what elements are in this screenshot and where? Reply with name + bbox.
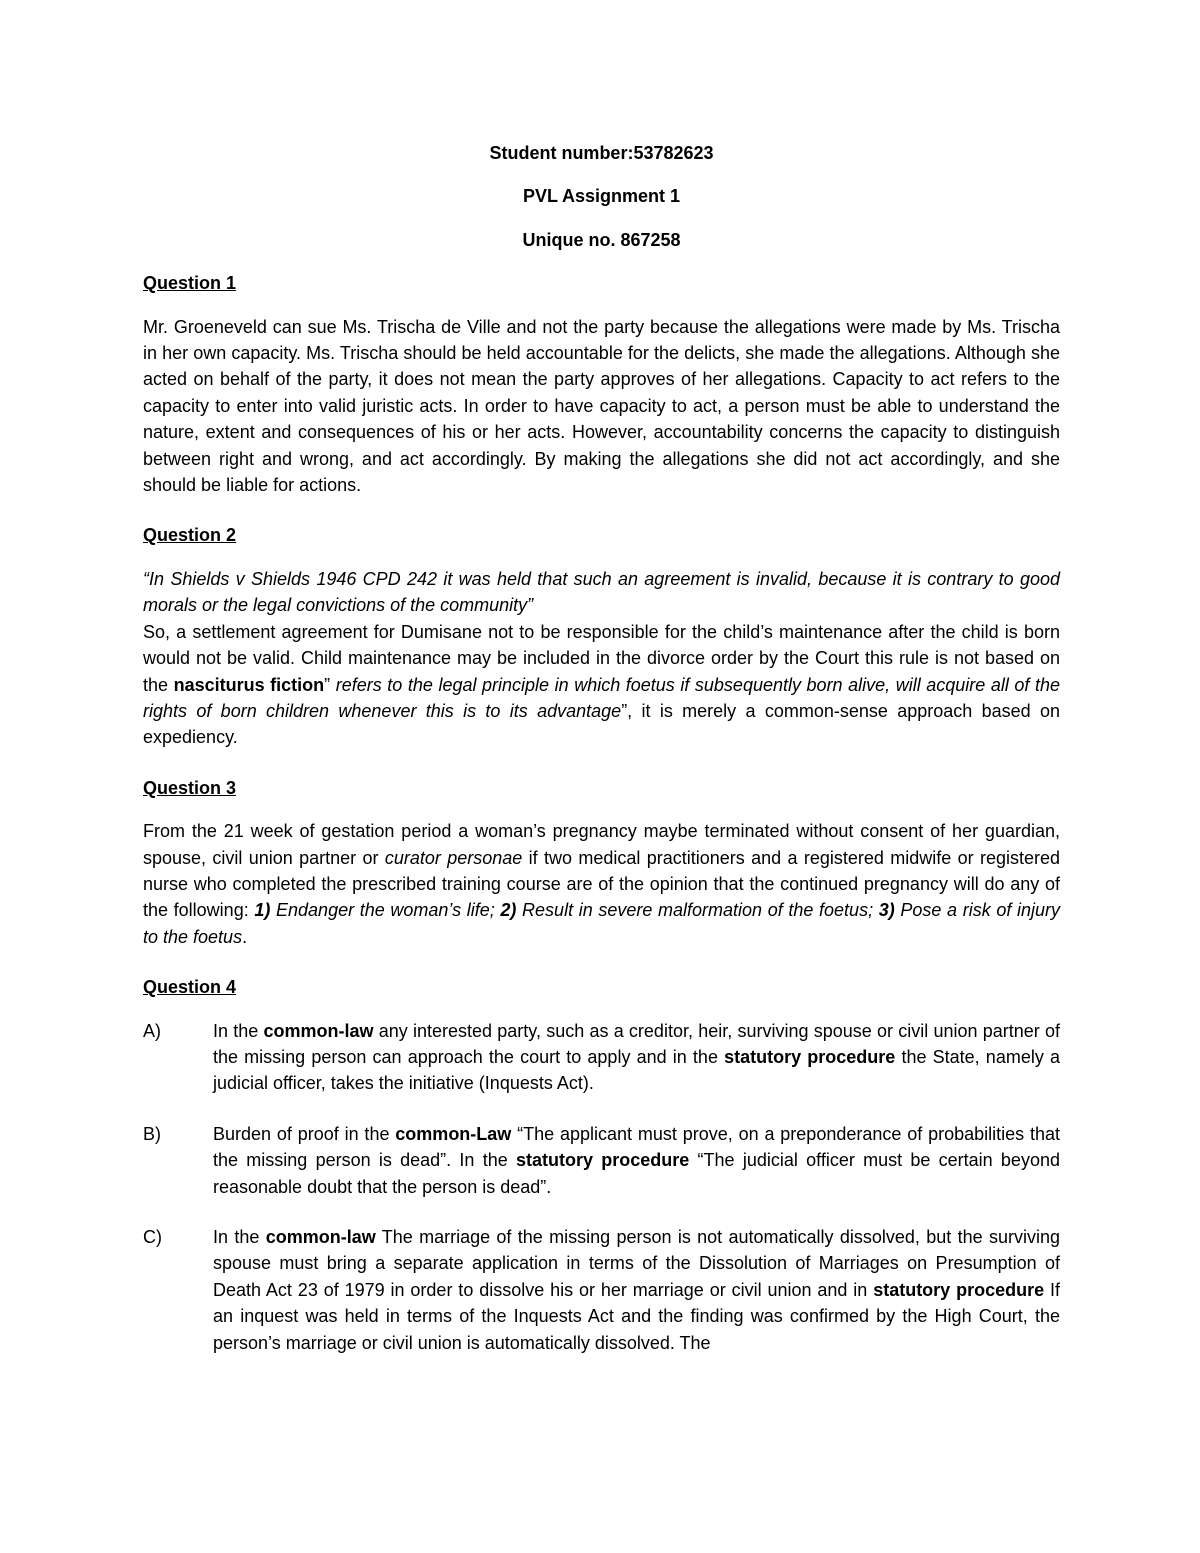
question-1-heading: Question 1 bbox=[143, 273, 237, 294]
curator-personae: curator personae bbox=[384, 847, 523, 868]
q3-num-1: 1) bbox=[254, 900, 271, 921]
q4a-text-3: the State, namely a judicial officer, takes the initiative (Inquests Act). bbox=[213, 1046, 1060, 1094]
document-page bbox=[143, 140, 1060, 1380]
q4a-text-1: In the bbox=[213, 1020, 264, 1041]
q2-text-3: ”, it is merely a common-sense approach based on expediency. bbox=[143, 700, 1060, 748]
q3-num-3: 3) bbox=[878, 900, 895, 921]
question-3-body bbox=[143, 818, 1060, 950]
q4a-common-law: common-law bbox=[263, 1020, 374, 1041]
list-marker-a: A) bbox=[143, 1020, 161, 1041]
q4c-text-3: If an inquest was held in terms of the Inquests Act and the finding was confirmed by the High Court, the person’s marriage or civil union is automatically dissolved. The bbox=[213, 1279, 1060, 1353]
unique-number: Unique no. 867258 bbox=[522, 229, 681, 250]
q3-end: . bbox=[242, 926, 248, 947]
q2-text-2: ” bbox=[324, 674, 336, 695]
shields-quote: “In Shields v Shields 1946 CPD 242 it was held that such an agreement is invalid, because it is contrary to good morals or the legal convictions of the community” bbox=[143, 568, 1060, 616]
list-item-c bbox=[143, 1224, 1060, 1356]
q4c-statutory-procedure: statutory procedure bbox=[873, 1279, 1045, 1300]
question-3-heading: Question 3 bbox=[143, 777, 237, 798]
list-marker-b: B) bbox=[143, 1123, 161, 1144]
q4b-statutory-procedure: statutory procedure bbox=[516, 1150, 690, 1171]
q4b-text-3: “The judicial officer must be certain beyond reasonable doubt that the person is dead”. bbox=[213, 1150, 1060, 1197]
q4b-text-2: “The applicant must prove, on a preponderance of probabilities that the missing person is dead”. In the bbox=[213, 1123, 1060, 1171]
nasciturus-definition: refers to the legal principle in which foetus if subsequently born alive, will acquire all of the rights of born children whenever this is to its advantage bbox=[143, 674, 1061, 721]
q3-num-2: 2) bbox=[500, 900, 517, 921]
list-marker-c: C) bbox=[143, 1227, 162, 1247]
q4c-text-2: The marriage of the missing person is not automatically dissolved, but the surviving spouse must bring a separate application in terms of the Dissolution of Marriages on Presumption of Death Act 23 of 1979 in order to dissolve his or her marriage or civil union and in bbox=[213, 1227, 1060, 1300]
q3-item-1: Endanger the woman’s life; bbox=[270, 900, 501, 921]
q4b-text-1: Burden of proof in the bbox=[213, 1123, 396, 1144]
q3-item-2: Result in severe malformation of the foetus; bbox=[516, 900, 879, 921]
q3-item-3: Pose a risk of injury to the foetus bbox=[143, 900, 1061, 947]
list-item-a bbox=[143, 1018, 1060, 1097]
question-1-body: Mr. Groeneveld can sue Ms. Trischa de Ville and not the party because the allegations were made by Ms. Trischa in her own capacity. Ms. Trischa should be held accountable for the delicts, she made the allegations. Although she acted on behalf of the party, it does not mean the party approves of her allegations. Capacity to act refers to the capacity to enter into valid juristic acts. In order to have capacity to act, a person must be able to understand the nature, extent and consequences of his or her acts. However, accountability concerns the capacity to distinguish between right and wrong, and act accordingly. By making the allegations she did not act accordingly, and she should be liable for actions. bbox=[143, 316, 1060, 496]
list-item-b bbox=[143, 1121, 1060, 1200]
question-4-heading: Question 4 bbox=[143, 977, 237, 998]
assignment-title: PVL Assignment 1 bbox=[522, 186, 681, 207]
question-2-body bbox=[143, 619, 1060, 751]
question-2-heading: Question 2 bbox=[143, 525, 237, 546]
q4a-text-2: any interested party, such as a creditor, heir, surviving spouse or civil union partner of the missing person can approach the court to apply and in the bbox=[213, 1020, 1060, 1067]
q4b-common-law: common-Law bbox=[395, 1123, 512, 1144]
student-number: Student number:53782623 bbox=[489, 143, 714, 163]
nasciturus-term: nasciturus fiction bbox=[173, 674, 325, 695]
q4c-common-law: common-law bbox=[265, 1227, 376, 1247]
q3-text-2: if two medical practitioners and a registered midwife or registered nurse who completed the prescribed training course are of the opinion that the continued pregnancy will do any of the following: bbox=[143, 847, 1060, 921]
q3-text-1: From the 21 week of gestation period a woman’s pregnancy maybe terminated without consent of her guardian, spouse, civil union partner or bbox=[143, 821, 1060, 868]
q4c-text-1: In the bbox=[213, 1227, 266, 1247]
q4a-statutory-procedure: statutory procedure bbox=[724, 1046, 896, 1067]
q2-text-1: So, a settlement agreement for Dumisane not to be responsible for the child’s maintenance after the child is born would not be valid. Child maintenance may be included in the divorce order by the Court this rule is not based on the bbox=[143, 621, 1060, 695]
